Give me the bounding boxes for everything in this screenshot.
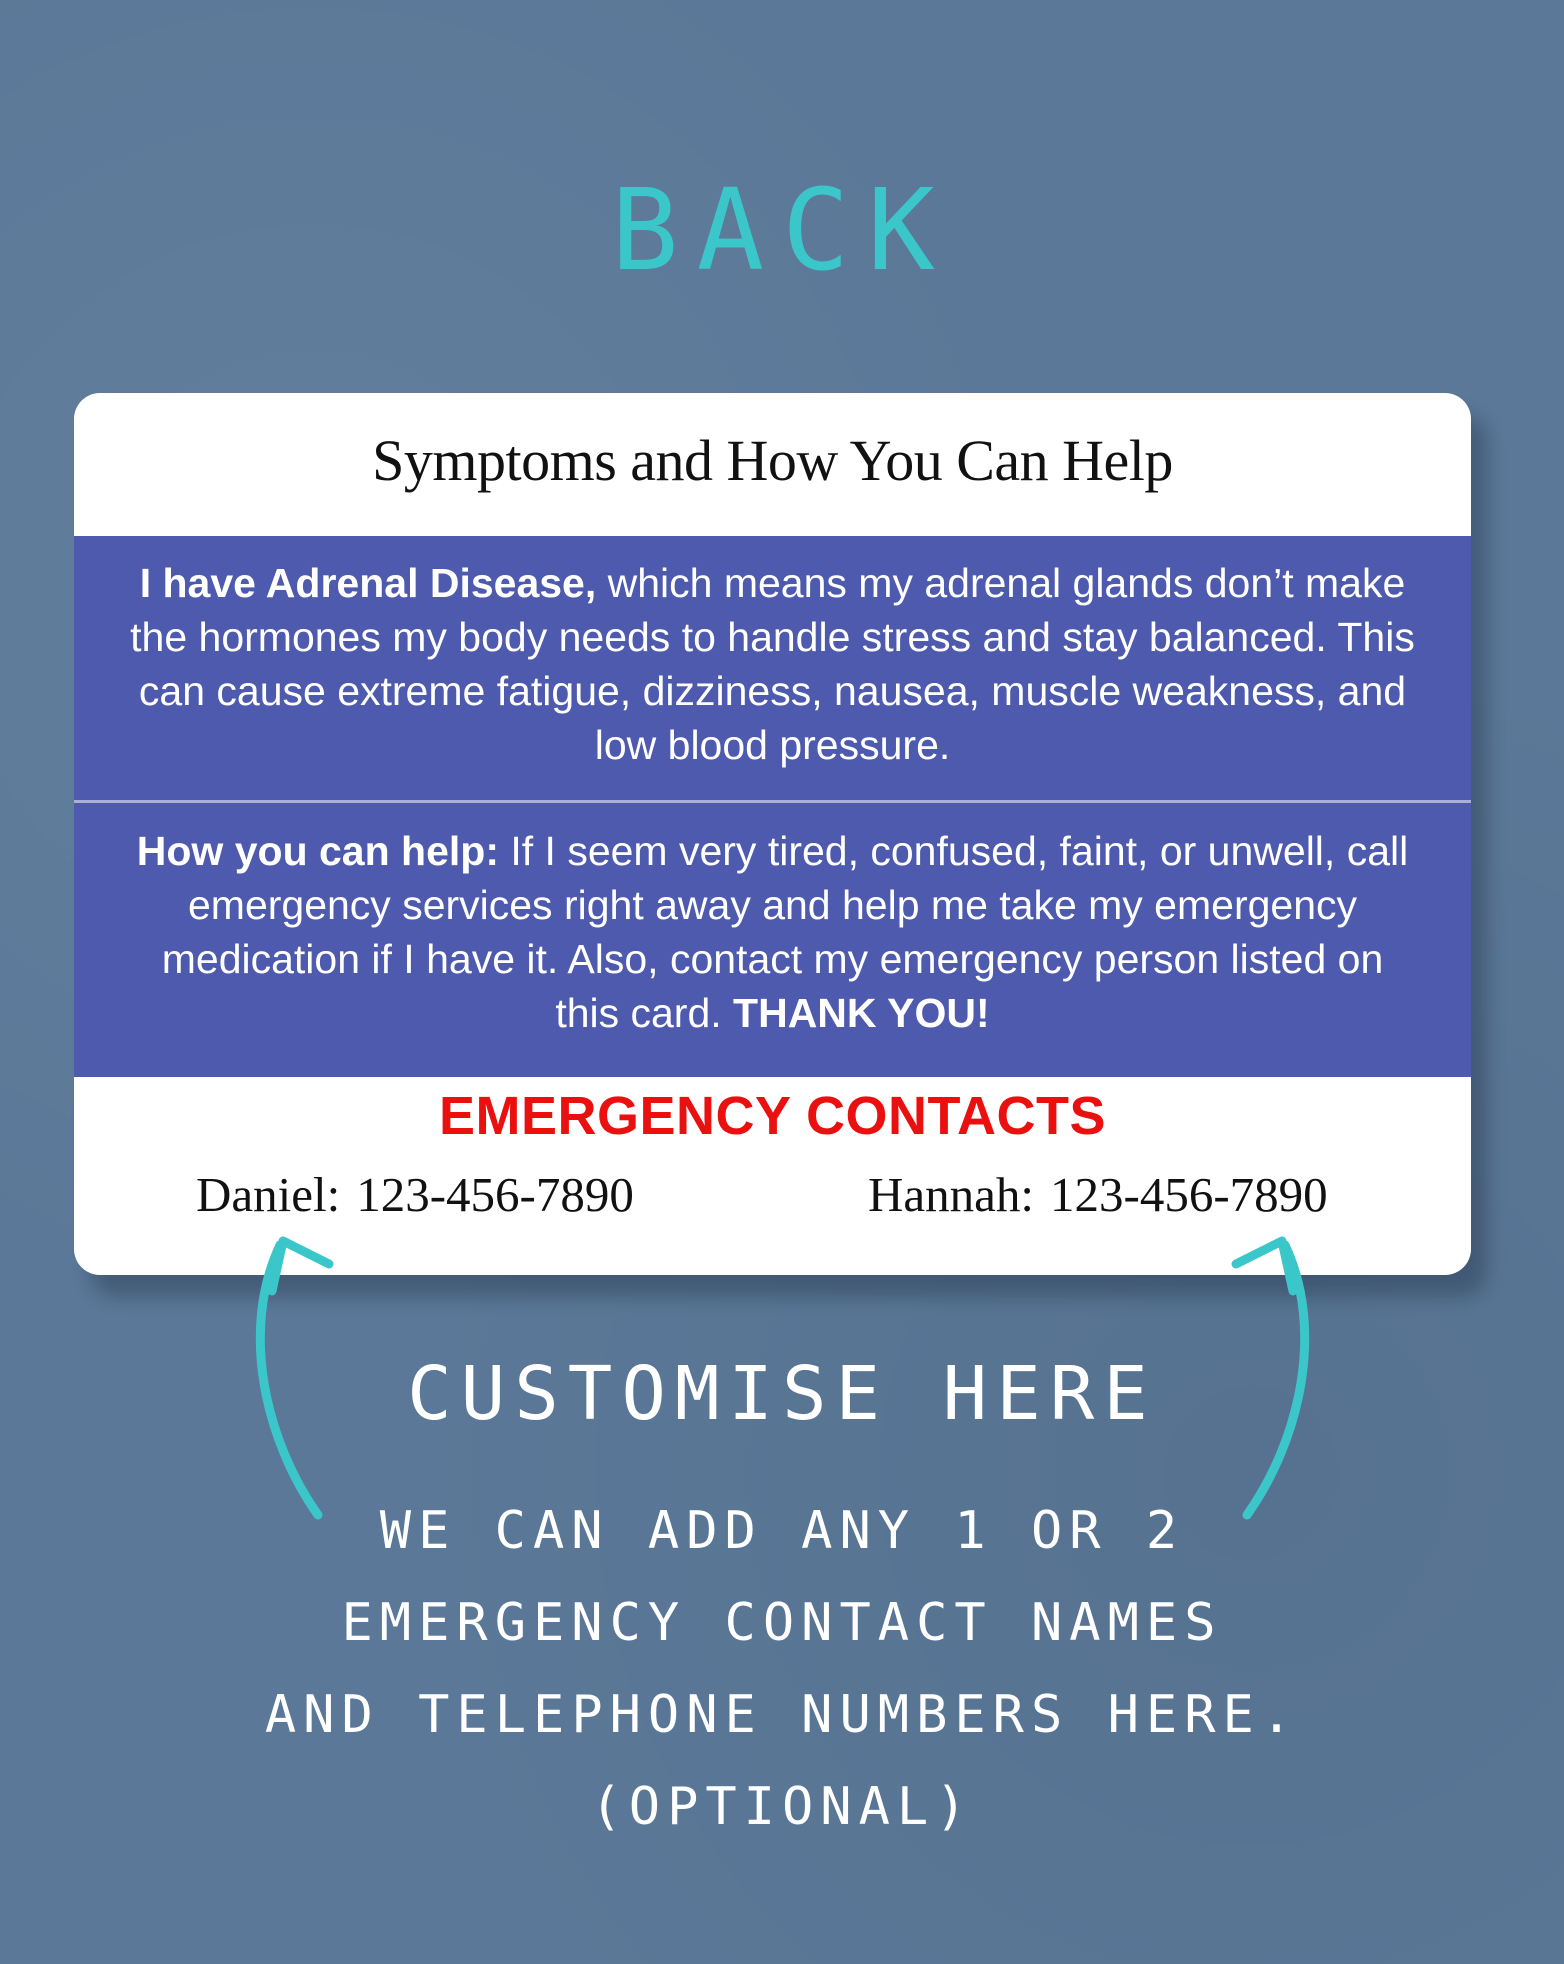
condition-lead: I have Adrenal Disease,	[139, 560, 597, 606]
promo-line: AND TELEPHONE NUMBERS HERE.	[264, 1685, 1300, 1745]
card-title: Symptoms and How You Can Help	[372, 428, 1173, 493]
help-lead: How you can help:	[136, 828, 499, 874]
emergency-contact	[868, 1168, 1328, 1222]
info-panel	[74, 536, 1471, 1077]
promo-line: WE CAN ADD ANY 1 OR 2	[379, 1501, 1185, 1561]
contact-name: Hannah:	[868, 1167, 1034, 1222]
panel-divider	[74, 800, 1471, 803]
page-title: BACK	[611, 166, 953, 296]
contact-phone: 123-456-7890	[1050, 1167, 1328, 1222]
condition-description	[126, 556, 1419, 772]
promo-line: (OPTIONAL)	[590, 1777, 974, 1837]
promo-line: EMERGENCY CONTACT NAMES	[341, 1593, 1223, 1653]
thank-you-text: THANK YOU!	[733, 990, 990, 1036]
emergency-contact	[196, 1168, 634, 1222]
contact-phone: 123-456-7890	[356, 1167, 634, 1222]
contact-name: Daniel:	[196, 1167, 341, 1222]
customise-heading: CUSTOMISE HERE	[407, 1351, 1157, 1437]
condition-text: which means my adrenal glands don’t make the hormones my body needs to handle stress and stay balanced. This can cause extreme fatigue, dizziness, nausea, muscle weakness, and low blood pressure.	[130, 560, 1415, 768]
medical-card	[74, 393, 1471, 1275]
emergency-contacts-heading: EMERGENCY CONTACTS	[438, 1086, 1107, 1146]
help-text: If I seem very tired, confused, faint, or unwell, call emergency services right away and help me take my emergency medication if I have it. Also, contact my emergency person listed on this card.	[161, 828, 1409, 1036]
customise-description	[250, 1485, 1314, 1853]
help-instructions	[126, 824, 1419, 1040]
